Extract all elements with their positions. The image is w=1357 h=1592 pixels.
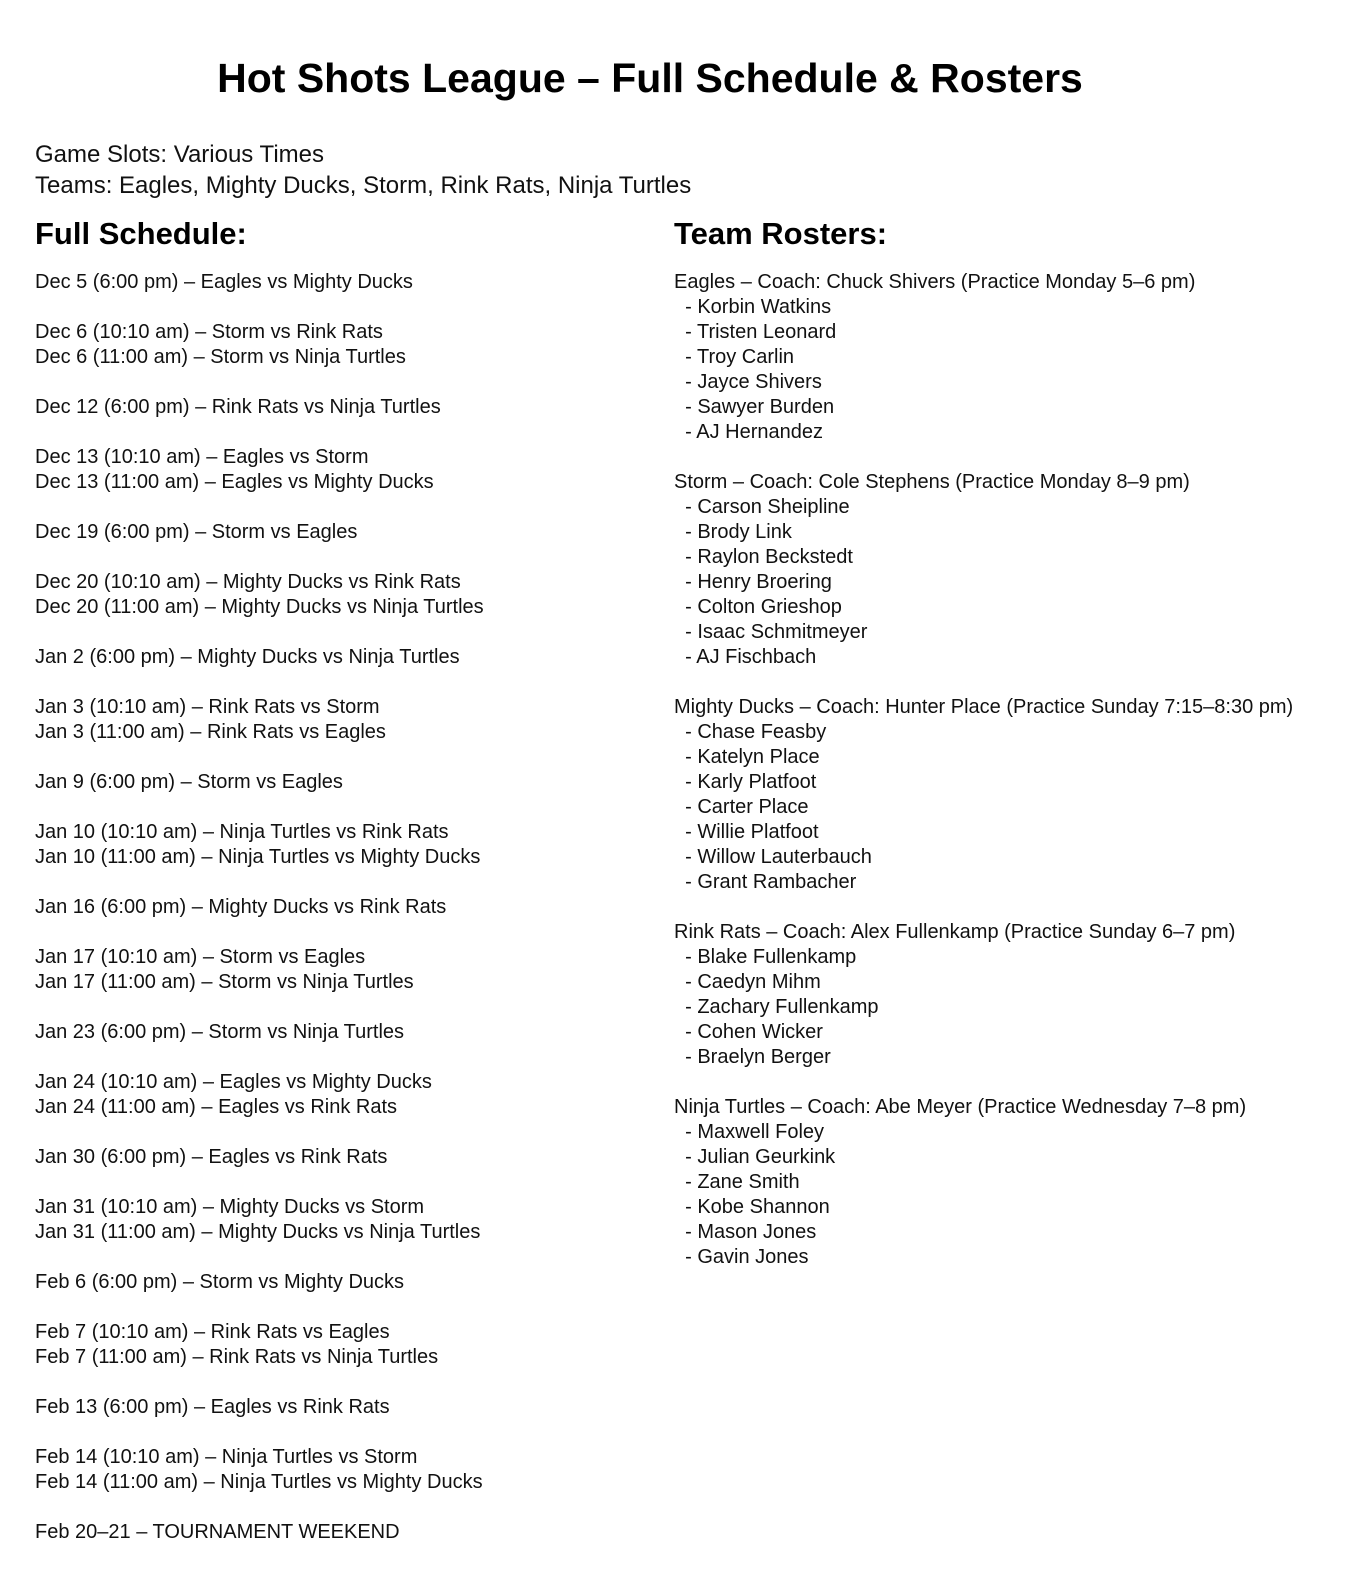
schedule-group: [35, 695, 484, 745]
schedule-group: [35, 1395, 484, 1420]
schedule-group: [35, 270, 484, 295]
schedule-group: [35, 1270, 484, 1295]
bullet-dash: -: [674, 771, 698, 793]
player-name: Carson Sheipline: [697, 496, 850, 518]
schedule-game: Jan 16 (6:00 pm) – Mighty Ducks vs Rink Rats: [35, 896, 447, 918]
page-title: Hot Shots League – Full Schedule & Rosters: [217, 55, 1083, 101]
schedule-game: Dec 20 (11:00 am) – Mighty Ducks vs Ninja Turtles: [35, 596, 484, 618]
schedule-game: Feb 20–21 – TOURNAMENT WEEKEND: [35, 1521, 400, 1543]
player-item: [674, 645, 1293, 670]
player-item: [674, 870, 1293, 895]
player-name: Zane Smith: [697, 1171, 800, 1193]
schedule-group: [35, 820, 484, 870]
bullet-dash: -: [674, 321, 697, 343]
team-roster: [674, 920, 1293, 1070]
schedule-game: Jan 24 (11:00 am) – Eagles vs Rink Rats: [35, 1096, 398, 1118]
schedule-game: Dec 6 (11:00 am) – Storm vs Ninja Turtles: [35, 346, 406, 368]
player-item: [674, 1145, 1293, 1170]
player-name: Blake Fullenkamp: [697, 946, 857, 968]
team-header: Rink Rats – Coach: Alex Fullenkamp (Practice Sunday 6–7 pm): [674, 921, 1236, 943]
bullet-dash: -: [674, 346, 697, 368]
bullet-dash: -: [674, 421, 697, 443]
bullet-dash: -: [674, 596, 698, 618]
player-name: Maxwell Foley: [697, 1121, 825, 1143]
bullet-dash: -: [674, 1121, 698, 1143]
player-item: [674, 1120, 1293, 1145]
teams-list-text: Teams: Eagles, Mighty Ducks, Storm, Rink Rats, Ninja Turtles: [35, 172, 692, 199]
schedule-game: Dec 13 (11:00 am) – Eagles vs Mighty Ducks: [35, 471, 434, 493]
team-rosters: [674, 270, 1293, 1295]
player-name: Isaac Schmitmeyer: [697, 621, 868, 643]
player-name: Jayce Shivers: [697, 371, 822, 393]
bullet-dash: -: [674, 946, 698, 968]
schedule-group: [35, 570, 484, 620]
player-name: Henry Broering: [697, 571, 832, 593]
bullet-dash: -: [674, 571, 698, 593]
player-item: [674, 1245, 1293, 1270]
schedule-game: Jan 3 (10:10 am) – Rink Rats vs Storm: [35, 696, 380, 718]
schedule-game: Jan 9 (6:00 pm) – Storm vs Eagles: [35, 771, 343, 793]
schedule-game: Feb 13 (6:00 pm) – Eagles vs Rink Rats: [35, 1396, 390, 1418]
player-name: Carter Place: [697, 796, 809, 818]
player-item: [674, 520, 1293, 545]
player-item: [674, 420, 1293, 445]
bullet-dash: -: [674, 821, 698, 843]
schedule-game: Dec 6 (10:10 am) – Storm vs Rink Rats: [35, 321, 383, 343]
schedule-game: Jan 2 (6:00 pm) – Mighty Ducks vs Ninja Turtles: [35, 646, 460, 668]
schedule-game: Dec 20 (10:10 am) – Mighty Ducks vs Rink Rats: [35, 571, 461, 593]
schedule-game: Jan 23 (6:00 pm) – Storm vs Ninja Turtles: [35, 1021, 405, 1043]
team-roster: [674, 470, 1293, 670]
schedule-list: [35, 270, 484, 1570]
bullet-dash: -: [674, 521, 698, 543]
player-item: [674, 570, 1293, 595]
player-name: Tristen Leonard: [696, 321, 837, 343]
player-item: [674, 795, 1293, 820]
schedule-group: [35, 1320, 484, 1370]
schedule-game: Feb 7 (11:00 am) – Rink Rats vs Ninja Turtles: [35, 1346, 439, 1368]
player-item: [674, 1170, 1293, 1195]
bullet-dash: -: [674, 1046, 698, 1068]
bullet-dash: -: [674, 1146, 698, 1168]
player-item: [674, 995, 1293, 1020]
schedule-game: Jan 31 (10:10 am) – Mighty Ducks vs Storm: [35, 1196, 425, 1218]
player-item: [674, 845, 1293, 870]
schedule-game: Feb 14 (11:00 am) – Ninja Turtles vs Mighty Ducks: [35, 1471, 483, 1493]
player-name: AJ Fischbach: [696, 646, 817, 668]
bullet-dash: -: [674, 1221, 698, 1243]
rosters-heading: Team Rosters:: [674, 216, 888, 251]
player-item: [674, 770, 1293, 795]
player-item: [674, 745, 1293, 770]
player-name: Braelyn Berger: [697, 1046, 831, 1068]
schedule-game: Jan 31 (11:00 am) – Mighty Ducks vs Ninja Turtles: [35, 1221, 481, 1243]
player-item: [674, 620, 1293, 645]
player-name: Kobe Shannon: [697, 1196, 830, 1218]
bullet-dash: -: [674, 646, 697, 668]
schedule-group: [35, 770, 484, 795]
schedule-group: [35, 895, 484, 920]
player-name: Caedyn Mihm: [697, 971, 821, 993]
player-item: [674, 1220, 1293, 1245]
schedule-game: Jan 24 (10:10 am) – Eagles vs Mighty Ducks: [35, 1071, 432, 1093]
game-slots-text: Game Slots: Various Times: [35, 141, 324, 168]
schedule-group: [35, 1145, 484, 1170]
bullet-dash: -: [674, 396, 698, 418]
schedule-game: Jan 3 (11:00 am) – Rink Rats vs Eagles: [35, 721, 386, 743]
player-name: AJ Hernandez: [696, 421, 823, 443]
schedule-group: [35, 1020, 484, 1045]
schedule-group: [35, 1445, 484, 1495]
team-roster: [674, 695, 1293, 895]
bullet-dash: -: [674, 746, 698, 768]
schedule-game: Dec 12 (6:00 pm) – Rink Rats vs Ninja Turtles: [35, 396, 441, 418]
schedule-heading: Full Schedule:: [35, 216, 247, 251]
player-item: [674, 370, 1293, 395]
bullet-dash: -: [674, 371, 698, 393]
schedule-group: [35, 1070, 484, 1120]
player-item: [674, 820, 1293, 845]
player-item: [674, 320, 1293, 345]
player-name: Korbin Watkins: [697, 296, 832, 318]
schedule-game: Jan 10 (10:10 am) – Ninja Turtles vs Rink Rats: [35, 821, 449, 843]
bullet-dash: -: [674, 621, 698, 643]
player-name: Willie Platfoot: [697, 821, 819, 843]
schedule-game: Jan 10 (11:00 am) – Ninja Turtles vs Mighty Ducks: [35, 846, 481, 868]
schedule-game: Jan 17 (11:00 am) – Storm vs Ninja Turtles: [35, 971, 414, 993]
schedule-game: Feb 7 (10:10 am) – Rink Rats vs Eagles: [35, 1321, 390, 1343]
bullet-dash: -: [674, 796, 698, 818]
schedule-group: [35, 520, 484, 545]
schedule-game: Feb 6 (6:00 pm) – Storm vs Mighty Ducks: [35, 1271, 405, 1293]
player-name: Zachary Fullenkamp: [697, 996, 879, 1018]
schedule-group: [35, 1195, 484, 1245]
player-name: Karly Platfoot: [697, 771, 817, 793]
team-roster: [674, 270, 1293, 445]
bullet-dash: -: [674, 971, 698, 993]
bullet-dash: -: [674, 496, 698, 518]
bullet-dash: -: [674, 1021, 698, 1043]
player-name: Troy Carlin: [696, 346, 795, 368]
player-item: [674, 945, 1293, 970]
player-item: [674, 295, 1293, 320]
player-name: Colton Grieshop: [697, 596, 842, 618]
schedule-game: Jan 30 (6:00 pm) – Eagles vs Rink Rats: [35, 1146, 388, 1168]
schedule-group: [35, 445, 484, 495]
player-name: Chase Feasby: [697, 721, 827, 743]
player-name: Raylon Beckstedt: [697, 546, 853, 568]
bullet-dash: -: [674, 846, 698, 868]
team-header: Storm – Coach: Cole Stephens (Practice Monday 8–9 pm): [674, 471, 1190, 493]
schedule-game: Jan 17 (10:10 am) – Storm vs Eagles: [35, 946, 366, 968]
bullet-dash: -: [674, 296, 698, 318]
player-item: [674, 545, 1293, 570]
player-item: [674, 395, 1293, 420]
player-name: Willow Lauterbauch: [697, 846, 872, 868]
schedule-group: [35, 945, 484, 995]
team-header: Eagles – Coach: Chuck Shivers (Practice Monday 5–6 pm): [674, 271, 1196, 293]
league-info: [35, 139, 691, 201]
player-name: Sawyer Burden: [697, 396, 835, 418]
bullet-dash: -: [674, 1171, 698, 1193]
schedule-group: [35, 320, 484, 370]
schedule-group: [35, 645, 484, 670]
player-name: Katelyn Place: [697, 746, 820, 768]
player-item: [674, 495, 1293, 520]
player-item: [674, 1045, 1293, 1070]
player-name: Grant Rambacher: [697, 871, 857, 893]
player-name: Mason Jones: [697, 1221, 817, 1243]
player-name: Cohen Wicker: [697, 1021, 823, 1043]
team-header: Mighty Ducks – Coach: Hunter Place (Practice Sunday 7:15–8:30 pm): [674, 696, 1294, 718]
bullet-dash: -: [674, 996, 698, 1018]
player-item: [674, 1195, 1293, 1220]
schedule-game: Dec 13 (10:10 am) – Eagles vs Storm: [35, 446, 369, 468]
bullet-dash: -: [674, 721, 698, 743]
bullet-dash: -: [674, 1196, 698, 1218]
schedule-group: [35, 395, 484, 420]
player-item: [674, 720, 1293, 745]
schedule-game: Dec 19 (6:00 pm) – Storm vs Eagles: [35, 521, 358, 543]
player-item: [674, 970, 1293, 995]
bullet-dash: -: [674, 1246, 698, 1268]
bullet-dash: -: [674, 871, 698, 893]
player-item: [674, 1020, 1293, 1045]
player-item: [674, 595, 1293, 620]
schedule-group: [35, 1520, 484, 1545]
schedule-game: Dec 5 (6:00 pm) – Eagles vs Mighty Ducks: [35, 271, 413, 293]
bullet-dash: -: [674, 546, 698, 568]
team-roster: [674, 1095, 1293, 1270]
player-name: Brody Link: [697, 521, 792, 543]
schedule-game: Feb 14 (10:10 am) – Ninja Turtles vs Storm: [35, 1446, 418, 1468]
team-header: Ninja Turtles – Coach: Abe Meyer (Practice Wednesday 7–8 pm): [674, 1096, 1247, 1118]
player-item: [674, 345, 1293, 370]
player-name: Gavin Jones: [697, 1246, 809, 1268]
player-name: Julian Geurkink: [697, 1146, 836, 1168]
